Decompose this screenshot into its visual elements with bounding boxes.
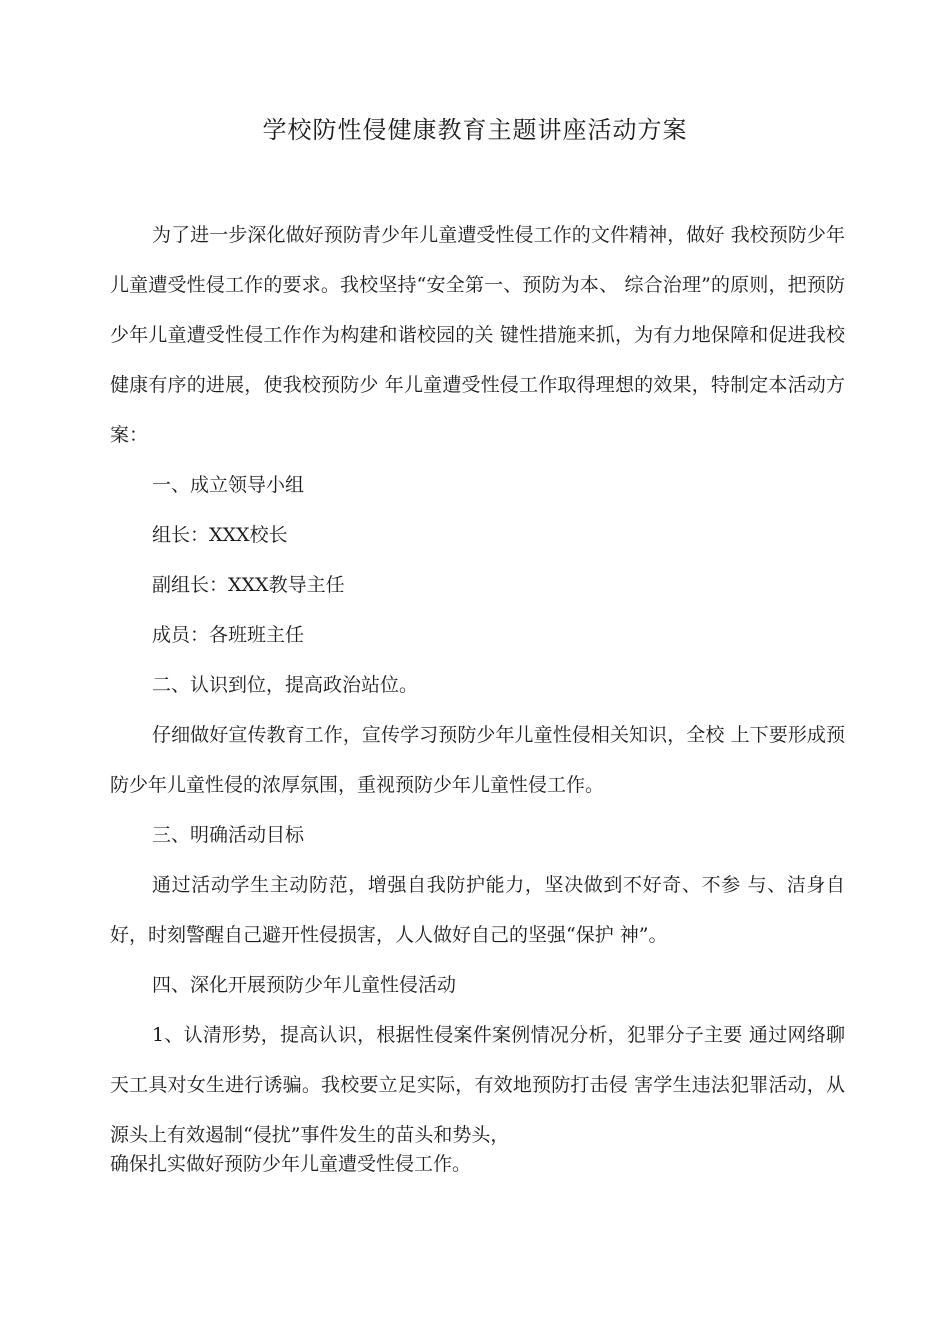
section-heading-4: 四、深化开展预防少年儿童性侵活动 (152, 974, 457, 996)
section-4-item-1-tail: 确保扎实做好预防少年儿童遭受性侵工作。 (110, 1153, 472, 1175)
section-4-item-1: 1、认清形势，提高认识，根据性侵案件案例情况分析，犯罪分子主要 通过网络聊天工具对女生进行诱骗。我校要立足实际，有效地预防打击侵 害学生违法犯罪活动，从源头上有效遏制“侵扰”事件发生的苗头和势头， (110, 1024, 845, 1146)
section-heading-3: 三、明确活动目标 (152, 824, 305, 846)
members-line: 成员：各班班主任 (152, 624, 305, 646)
deputy-leader-line: 副组长：XXX教导主任 (152, 574, 345, 596)
section-heading-2: 二、认识到位，提高政治站位。 (152, 674, 419, 696)
document-title: 学校防性侵健康教育主题讲座活动方案 (262, 116, 688, 144)
leader-line: 组长：XXX校长 (152, 524, 288, 546)
document-body (110, 210, 845, 1182)
section-heading-1: 一、成立领导小组 (152, 474, 305, 496)
section-2-paragraph: 仔细做好宣传教育工作，宣传学习预防少年儿童性侵相关知识，全校 上下要形成预防少年儿童性侵的浓厚氛围，重视预防少年儿童性侵工作。 (110, 724, 845, 796)
intro-paragraph: 为了进一步深化做好预防青少年儿童遭受性侵工作的文件精神，做好 我校预防少年儿童遭受性侵工作的要求。我校坚持“安全第一、预防为本、 综合治理”的原则，把预防少年儿童遭受性侵工作作为构建和谐校园的关 键性措施来抓，为有力地保障和促进我校健康有序的进展，使我校预防少 年儿童遭受性侵工作取得理想的效果，特制定本活动方案： (110, 224, 845, 446)
section-3-paragraph: 通过活动学生主动防范，增强自我防护能力，坚决做到不好奇、不参 与、洁身自好，时刻警醒自己避开性侵损害，人人做好自己的坚强“保护 神”。 (110, 874, 845, 946)
